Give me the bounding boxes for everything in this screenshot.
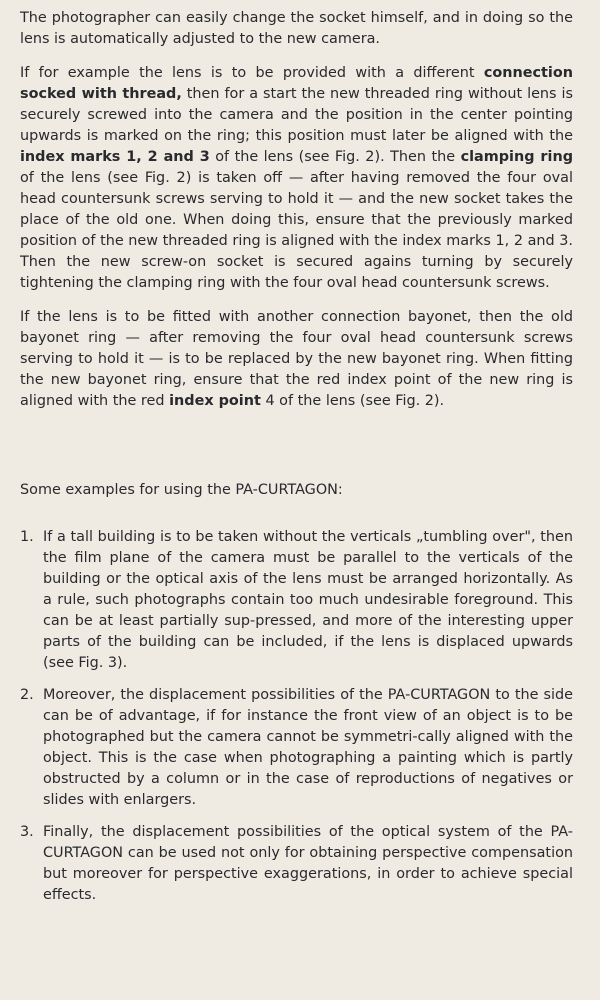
intro-paragraph: The photographer can easily change the socket himself, and in doing so the lens is automatically adjusted to the new camera. [20,10,573,47]
thread-text-3: of the lens (see Fig. 2). Then the [209,149,461,165]
thread-text-4: of the lens (see Fig. 2) is taken off — after having removed the four oval head countersunk screws serving to hold it — and the new socket takes the place of the old one. When doing this, ensure that the previously marked position of the new threaded ring is aligned with the index marks 1, 2 and 3. Then the new screw-on socket is secured agains turning by securely tightening the clamping ring with the four oval head countersunk screws. [20,170,573,291]
clamping-ring-term: clamping ring [460,149,573,165]
list-item-number: 2. [20,687,34,703]
connection-socket-term: connection socked with thread, [20,65,573,102]
thread-socket-paragraph [20,63,573,294]
list-item-number: 3. [20,824,34,840]
list-item-text: Finally, the displacement possibilities of the optical system of the PA-CURTAGON can be used not only for obtaining perspective compensation but moreover for perspective exaggerations, in order to achieve special effects. [43,824,573,903]
examples-heading: Some examples for using the PA-CURTAGON: [20,482,343,498]
index-point-term: index point [169,393,261,409]
thread-text-1: If for example the lens is to be provided with a different [20,65,484,81]
bayonet-text-2: 4 of the lens (see Fig. 2). [260,393,445,409]
list-item-text: Moreover, the displacement possibilities of the PA-CURTAGON to the side can be of advantage, if for instance the front view of an object is to be photographed but the camera cannot be symmetri-cally aligned with the object. This is the case when photographing a painting which is partly obstructed by a column or in the case of reproductions of negatives or slides with enlargers. [43,687,573,808]
list-item-text: If a tall building is to be taken without the verticals „tumbling over", then the film plane of the camera must be parallel to the verticals of the building or the optical axis of the lens must be arranged horizontally. As a rule, such photographs contain too much undesirable foreground. This can be at least partially sup-pressed, and more of the interesting upper parts of the building can be included, if the lens is displaced upwards (see Fig. 3). [43,529,573,671]
bayonet-text-1: If the lens is to be fitted with another connection bayonet, then the old bayonet ring — after removing the four oval head countersunk screws serving to hold it — is to be replaced by the new bayonet ring. When fitting the new bayonet ring, ensure that the red index point of the new ring is aligned with the red [20,309,573,409]
list-item [20,527,573,674]
manual-page [20,8,573,917]
index-marks-term: index marks 1, 2 and 3 [20,149,210,165]
examples-list [20,527,573,906]
bayonet-paragraph [20,307,573,412]
list-item-number: 1. [20,529,34,545]
list-item [20,685,573,811]
thread-text-2: then for a start the new threaded ring without lens is securely screwed into the camera and the position in the center pointing upwards is marked on the ring; this position must later be aligned with the [20,86,573,144]
list-item [20,822,573,906]
